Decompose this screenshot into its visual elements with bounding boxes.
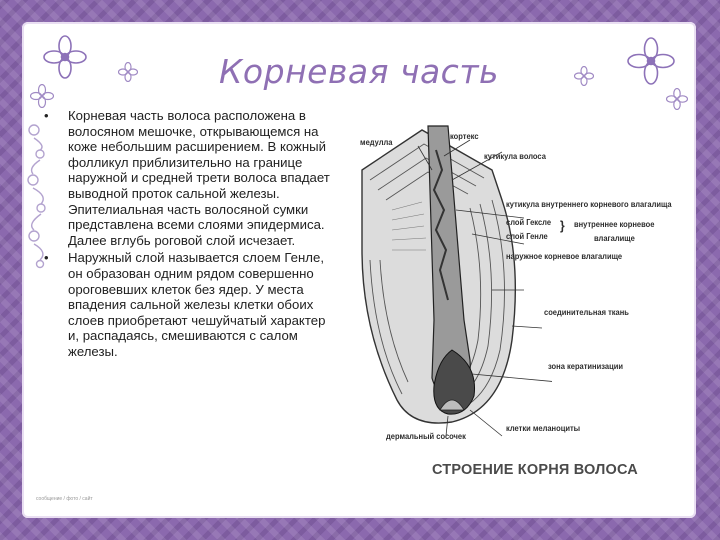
list-item bbox=[36, 108, 336, 248]
label-papilla: дермальный сосочек bbox=[386, 432, 466, 441]
bullet-text: Наружный слой называется слоем Генле, он образован одним рядом совершенно ороговевших клеток без ядер. У места впадения сальной железы клетки обоих слоев приобретают чешуйчатый характер и, распадаясь, смешиваются с салом железы. bbox=[68, 250, 326, 359]
label-connective: соединительная ткань bbox=[544, 308, 629, 317]
label-keratinization: зона кератинизации bbox=[548, 362, 623, 371]
bullet-text: Корневая часть волоса расположена в волосяном мешочке, открывающемся на коже небольшим расширением. В кожный фолликул приблизительно на границе наружной и средней трети волоса впадает выводной проток сальной железы. Эпителиальная часть волосяной сумки представлена всеми слоями эпидермиса. Далее вглубь роговой слой исчезает. bbox=[68, 108, 330, 248]
label-inner-sheath-1: внутреннее корневое bbox=[574, 220, 655, 229]
label-inner-sheath-2: влагалище bbox=[594, 234, 635, 243]
slide-title: Корневая часть bbox=[219, 52, 499, 91]
slide bbox=[22, 22, 696, 518]
label-cuticle: кутикула волоса bbox=[484, 152, 546, 161]
brace: } bbox=[560, 218, 565, 233]
bullet-marker: • bbox=[44, 250, 49, 266]
footnote: сообщение / фото / сайт bbox=[36, 496, 93, 502]
diagram-caption: СТРОЕНИЕ КОРНЯ ВОЛОСА bbox=[432, 462, 638, 478]
list-item bbox=[36, 250, 336, 359]
label-melanocytes: клетки меланоциты bbox=[506, 424, 581, 433]
bullet-marker: • bbox=[44, 108, 49, 123]
label-outer-sheath: наружное корневое влагалище bbox=[506, 252, 623, 261]
label-medulla: медулла bbox=[360, 138, 393, 147]
label-inner-sheath-cuticle: кутикула внутреннего корневого влагалища bbox=[506, 200, 672, 209]
label-cortex: кортекс bbox=[450, 132, 479, 141]
flower-icon bbox=[666, 88, 688, 110]
bullet-list bbox=[36, 108, 336, 362]
label-huxley: слой Гексле bbox=[506, 218, 552, 227]
label-henle: слой Генле bbox=[506, 232, 548, 241]
